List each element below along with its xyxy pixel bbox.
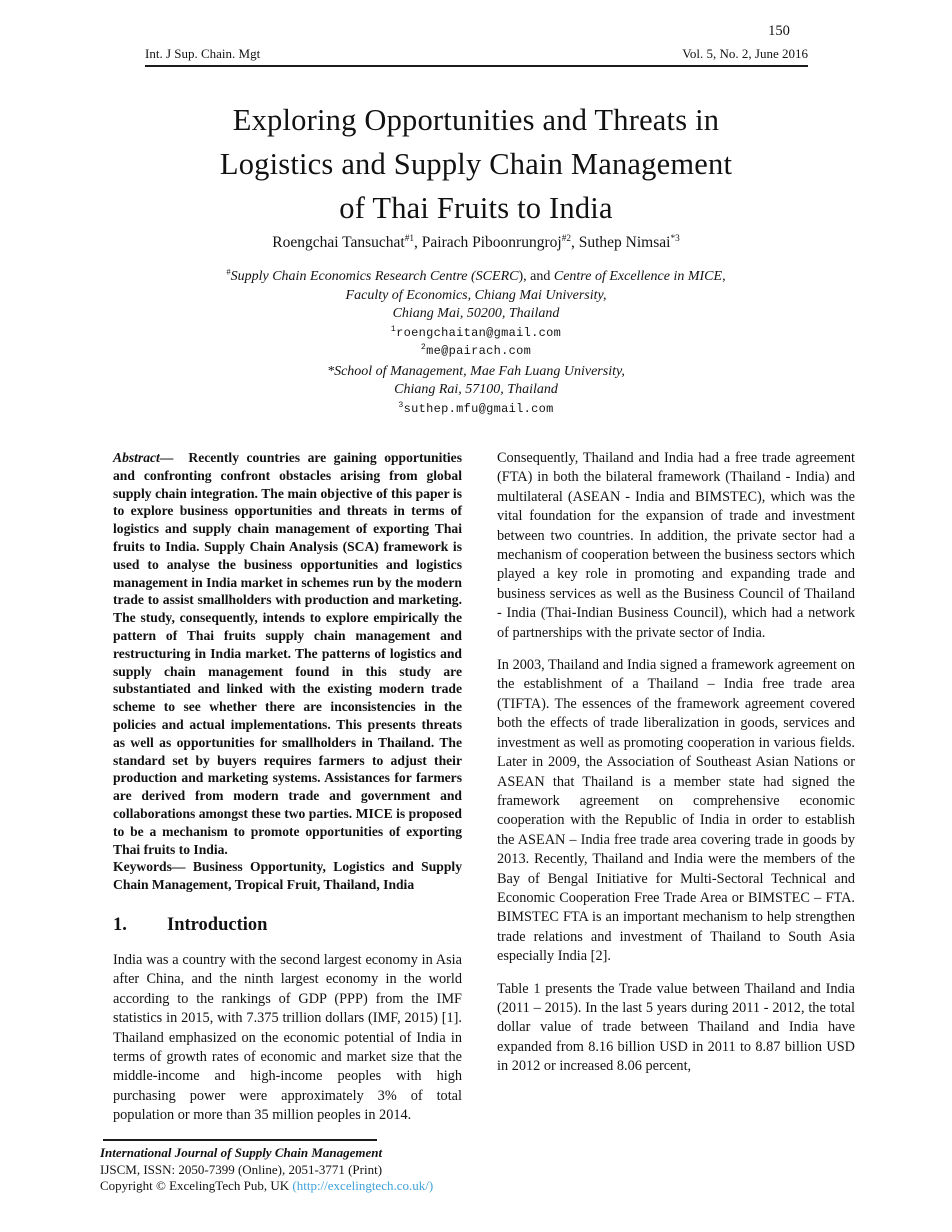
abstract	[113, 449, 462, 858]
author-3: , Suthep Nimsai	[571, 234, 671, 251]
author-2: , Pairach Piboonrungroj	[414, 234, 562, 251]
paper-title	[0, 98, 952, 230]
footer-note	[100, 1139, 640, 1195]
footer-issn: IJSCM, ISSN: 2050-7399 (Online), 2051-3771 (Print)	[100, 1161, 383, 1177]
section-heading-introduction	[113, 915, 462, 936]
footer-journal-name: International Journal of Supply Chain Management	[100, 1145, 383, 1160]
abstract-label: Abstract—	[113, 450, 174, 465]
keywords	[113, 858, 462, 894]
section-number: 1.	[113, 914, 127, 935]
title-line-1: Exploring Opportunities and Threats in	[232, 103, 720, 137]
author-1-affiliation-mark: #1	[404, 233, 415, 244]
footer-copyright: Copyright © ExcelingTech Pub, UK (http://excelingtech.co.uk/)	[100, 1178, 434, 1193]
page-number: 150	[768, 23, 790, 39]
keywords-text: Business Opportunity, Logistics and Supply Chain Management, Tropical Fruit, Thailand, India	[113, 859, 462, 893]
right-column	[497, 449, 855, 1090]
publisher-link[interactable]: (http://excelingtech.co.uk/)	[292, 1178, 434, 1193]
footnote-rule	[103, 1139, 377, 1141]
running-head	[145, 46, 808, 67]
body-paragraph-2: In 2003, Thailand and India signed a framework agreement on the establishment of a Thailand – India free trade area (TIFTA). The essences of the framework agreement covered both the effects of trade liberalization in goods, services and investment as well as promoting cooperation in various fields. Later in 2009, the Association of Southeast Asian Nations or ASEAN that Thailand is a member state had signed the framework agreement on comprehensive economic cooperation with the Republic of India in order to establish the ASEAN – India free trade area covering trade in goods by 2013. Recently, Thailand and India were the members of the Bay of Bengal Initiative for Multi-Sectoral Technical and Economic Cooperation Free Trade Area or BIMSTEC – FTA. BIMSTEC FTA is an important mechanism to help strengthen trade relations and investment of Thailand to South Asia especially India [2].	[497, 657, 855, 965]
author-2-email: $^2$me@pairach.com	[420, 342, 532, 358]
affiliation-1-address: Chiang Mai, 50200, Thailand	[392, 306, 560, 321]
introduction-paragraph: India was a country with the second largest economy in Asia after China, and the ninth largest economy in the world according to the rankings of GDP (PPP) from the IMF statistics in 2015, with 7.375 trillion dollars (IMF, 2015) [1]. Thailand emphasized on the economic potential of India in terms of growth rates of economic and market size that the middle-income and high-income peoples with high purchasing power were approximately 3% of total population or more than 35 million peoples in 2014.	[113, 951, 462, 1124]
title-line-2: Logistics and Supply Chain Management	[219, 147, 733, 181]
author-1-email: $^1$roengchaitan@gmail.com	[390, 324, 562, 340]
title-line-3: of Thai Fruits to India	[339, 191, 613, 225]
affiliation-2-address: Chiang Rai, 57100, Thailand	[394, 382, 558, 397]
author-3-affiliation-mark: *3	[670, 233, 680, 244]
body-paragraph-3: Table 1 presents the Trade value between Thailand and India (2011 – 2015). In the last 5 years during 2011 - 2012, the total dollar value of trade between Thailand and India have expanded from 8.16 billion USD in 2011 to 8.87 billion USD in 2012 or increased 8.06 percent,	[497, 980, 855, 1075]
section-title: Introduction	[167, 914, 268, 935]
affiliation-2: *School of Management, Mae Fah Luang University,	[327, 363, 625, 379]
author-1: Roengchai Tansuchat	[272, 234, 405, 251]
affiliation-1-faculty: Faculty of Economics, Chiang Mai University,	[345, 287, 607, 303]
left-column	[113, 449, 462, 1126]
affiliation-1-mark: #	[226, 267, 231, 277]
body-paragraph-1: Consequently, Thailand and India had a free trade agreement (FTA) in both the bilateral framework (Thailand - India) and multilateral (ASEAN - India and BIMSTEC), which was the vital foundation for the expansion of trade and investment between two countries. In addition, the private sector had a mechanism of cooperation between the business sectors which played a key role in promoting and expanding trade and business services as well as the Business Council of Thailand - India (Thai-Indian Business Council), which had a network of partnerships with the private sector of India.	[497, 450, 855, 641]
issue-info: Vol. 5, No. 2, June 2016	[682, 46, 808, 61]
author-3-email: $^3$suthep.mfu@gmail.com	[398, 400, 554, 416]
affiliation-block	[0, 268, 952, 418]
author-list	[0, 234, 952, 252]
journal-short-name: Int. J Sup. Chain. Mgt	[145, 46, 261, 61]
abstract-text: Recently countries are gaining opportunities and confronting confront obstacles arising from global supply chain integration. The main objective of this paper is to explore business opportunities and threats in terms of logistics and supply chain management of exporting Thai fruits to India. Supply Chain Analysis (SCA) framework is used to analyse the business opportunities and logistics management in India market in schemes run by the modern trade to assist smallholders with production and marketing. The study, consequently, intends to explore empirically the pattern of Thai fruits supply chain management and restructuring in India market. The patterns of logistics and supply chain management found in this study are substantiated and linked with the existing modern trade scheme to see whether there are inconsistencies in the policies and actual implementations. This presents threats as well as opportunities for smallholders in Thailand. The standard set by buyers requires farmers to adjust their production and marketing systems. Assistances for farmers are derived from modern trade and government and collaborations amongst these two parties. MICE is proposed to be a mechanism to promote opportunities of exporting Thai fruits to India.	[113, 450, 462, 857]
keywords-label: Keywords—	[113, 859, 186, 875]
affiliation-1: #Supply Chain Economics Research Centre (SCERC), and Centre of Excellence in MICE,	[226, 267, 726, 284]
author-2-affiliation-mark: #2	[561, 233, 571, 244]
